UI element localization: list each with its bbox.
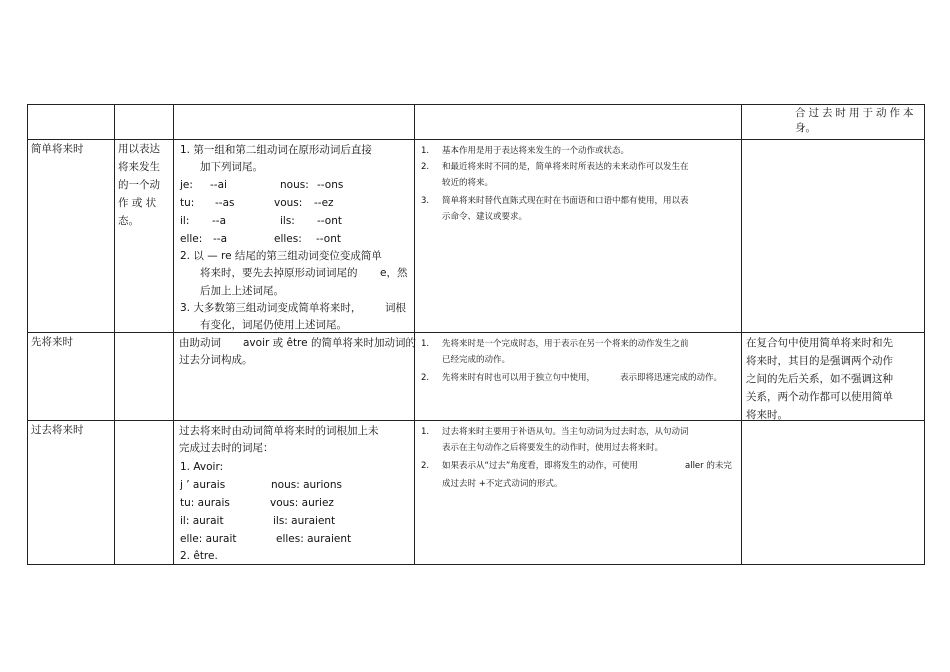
conj-ending: --ont: [317, 215, 342, 227]
table-rule-top: [27, 104, 925, 105]
tense-name: 简单将来时: [31, 143, 84, 155]
usage-text: 示命令、建议或要求。: [442, 212, 528, 222]
formation-line: 2. 以 — re 结尾的第三组动词变位变成简单: [180, 250, 382, 262]
usage-text: 基本作用是用于表达将来发生的一个动作或状态。: [442, 146, 630, 156]
usage-text: 过去将来时主要用于补语从句。当主句动词为过去时态，从句动词: [442, 427, 689, 437]
formation-line: avoir 或 être 的简单将来时加动词的: [243, 337, 416, 349]
formation-line: 加下列词尾。: [200, 161, 263, 173]
meaning-line: 作 或 状: [118, 197, 157, 209]
usage-text: 较近的将来。: [442, 178, 494, 188]
usage-num: 1.: [421, 339, 430, 349]
formation-line: 后加上上述词尾。: [200, 285, 284, 297]
conj-pronoun: il:: [180, 215, 190, 227]
notes-text: 合过去时用于动作本: [795, 107, 917, 119]
formation-line: 过去分词构成。: [179, 354, 253, 366]
tense-name: 过去将来时: [31, 424, 84, 436]
formation-line: 1. Avoir:: [180, 461, 224, 473]
formation-cell: [178, 140, 412, 330]
usage-num: 2.: [421, 461, 430, 471]
conj-form: elles: auraient: [276, 533, 352, 545]
usage-num: 2.: [421, 373, 430, 383]
meaning-cell: [118, 140, 174, 230]
meaning-line: 用以表达: [118, 143, 160, 155]
usage-text: 表示即将迅速完成的动作。: [620, 373, 723, 383]
usage-text: 已经完成的动作。: [442, 355, 511, 365]
table-rule-bottom: [27, 564, 925, 565]
meaning-line: 的一个动: [118, 179, 160, 191]
conj-ending: --ons: [317, 179, 344, 191]
formation-line: 将来时，要先去掉原形动词词尾的: [200, 267, 358, 279]
formation-line: 完成过去时的词尾：: [179, 442, 274, 454]
formation-line: 由助动词: [179, 337, 221, 349]
usage-text: aller 的未完: [685, 461, 732, 471]
conj-pronoun: elle:: [180, 233, 203, 245]
usage-text: 先将来时是一个完成时态，用于表示在另一个将来的动作发生之前: [442, 339, 689, 349]
conj-pronoun: je:: [180, 179, 193, 191]
formation-line: 3. 大多数第三组动词变成简单将来时，: [180, 302, 362, 314]
notes-line: 之间的先后关系，如不强调这种: [746, 373, 893, 385]
conj-form: vous: auriez: [270, 497, 334, 509]
formation-line: 1. 第一组和第二组动词在原形动词后直接: [180, 144, 372, 156]
formation-line: 词根: [385, 302, 406, 314]
meaning-line: 态。: [118, 215, 139, 227]
conj-pronoun: ils:: [280, 215, 295, 227]
conj-pronoun: tu:: [180, 197, 195, 209]
usage-text: 表示在主句动作之后将要发生的动作时，使用过去将来时。: [442, 443, 664, 453]
usage-text: 如果表示从“过去”角度看，即将发生的动作，可使用: [442, 461, 638, 471]
usage-text: 成过去时 +不定式动词的形式。: [442, 479, 563, 489]
formation-line: 有变化，词尾仍使用上述词尾。: [200, 319, 347, 331]
conj-ending: --ai: [210, 179, 227, 191]
usage-text: 和最近将来时不同的是，简单将来时所表达的未来动作可以发生在: [442, 162, 689, 172]
usage-num: 2.: [421, 162, 430, 172]
conj-ending: --ont: [316, 233, 341, 245]
table-rule: [27, 332, 925, 333]
conj-ending: --as: [215, 197, 235, 209]
conj-form: ils: auraient: [273, 515, 336, 527]
notes-line: 关系，两个动作都可以使用简单: [746, 391, 893, 403]
usage-text: 简单将来时替代直陈式现在时在书面语和口语中都有使用，用以表: [442, 196, 689, 206]
conj-ending: --ez: [314, 197, 334, 209]
conj-pronoun: vous:: [274, 197, 303, 209]
table-rule: [741, 104, 742, 565]
formation-line: e，然: [380, 267, 408, 279]
meaning-line: 将来发生: [118, 161, 160, 173]
table-rule: [27, 420, 925, 421]
conj-form: il: aurait: [180, 515, 224, 527]
usage-num: 1.: [421, 427, 430, 437]
notes-line: 在复合句中使用简单将来时和先: [746, 337, 893, 349]
notes-text: 身。: [795, 122, 816, 134]
table-rule: [924, 104, 925, 565]
notes-line: 将来时，其目的是强调两个动作: [746, 355, 893, 367]
conj-form: nous: aurions: [271, 479, 342, 491]
conj-pronoun: elles:: [274, 233, 302, 245]
formation-line: 过去将来时由动词简单将来时的词根加上未: [179, 425, 379, 437]
table-rule: [27, 104, 28, 565]
conj-form: tu: aurais: [180, 497, 230, 509]
conj-form: elle: aurait: [180, 533, 237, 545]
conj-ending: --a: [213, 233, 228, 245]
notes-line: 将来时。: [746, 409, 788, 421]
conj-ending: --a: [212, 215, 227, 227]
formation-line: 2. être.: [180, 550, 218, 562]
usage-text: 先将来时有时也可以用于独立句中使用，: [442, 373, 596, 383]
usage-num: 1.: [421, 146, 430, 156]
usage-num: 3.: [421, 196, 430, 206]
conj-pronoun: nous:: [280, 179, 309, 191]
conj-form: j ’ aurais: [180, 479, 226, 491]
table-rule: [114, 104, 115, 565]
tense-name: 先将来时: [31, 336, 73, 348]
